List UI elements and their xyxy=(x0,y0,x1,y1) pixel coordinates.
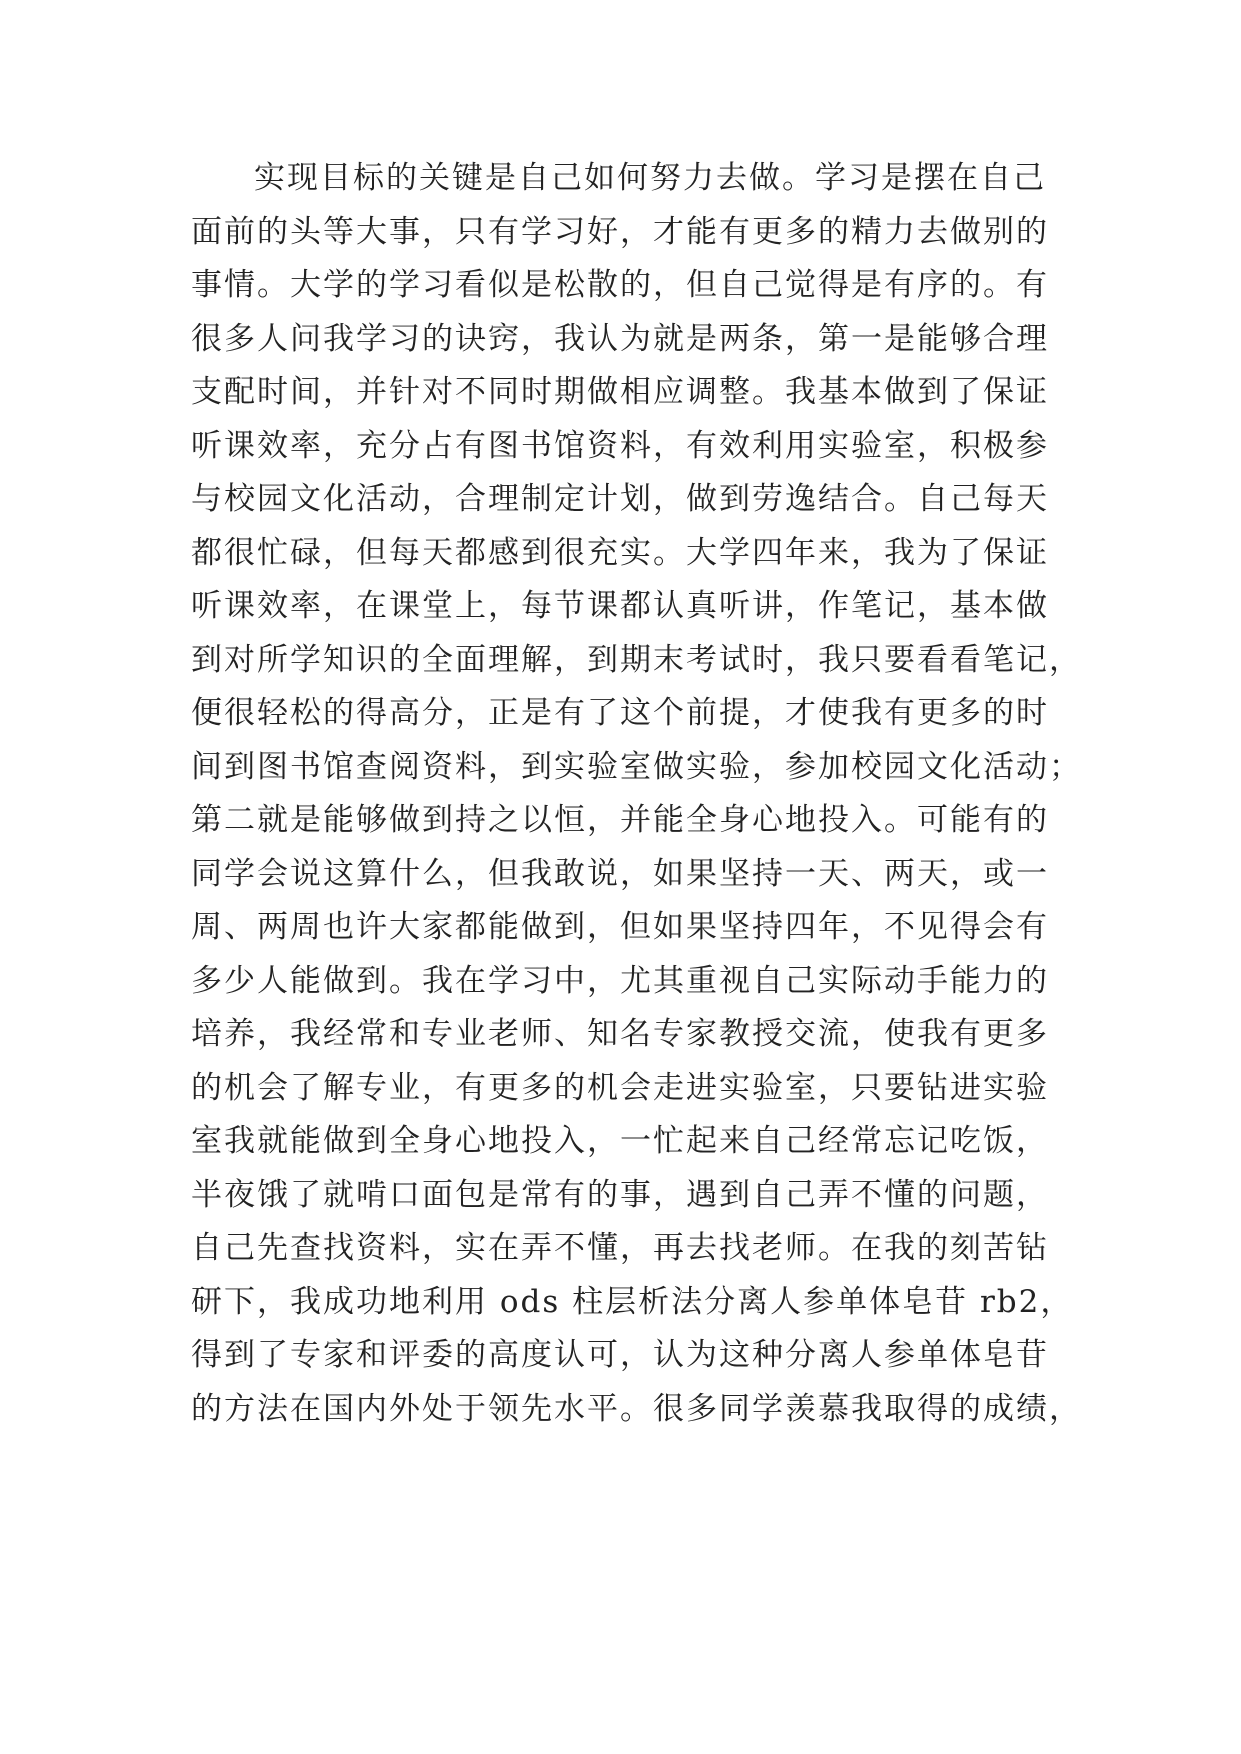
text-line: 室我就能做到全身心地投入，一忙起来自己经常忘记吃饭， xyxy=(191,1123,1049,1159)
text-line: 便很轻松的得高分，正是有了这个前提，才使我有更多的时 xyxy=(191,695,1049,731)
text-line: 培养，我经常和专业老师、知名专家教授交流，使我有更多 xyxy=(191,1016,1049,1052)
text-line: 听课效率，在课堂上，每节课都认真听讲，作笔记，基本做 xyxy=(191,588,1049,624)
text-line: 面前的头等大事，只有学习好，才能有更多的精力去做别的 xyxy=(191,213,1049,250)
body-paragraph xyxy=(191,158,1082,1442)
text-line: 支配时间，并针对不同时期做相应调整。我基本做到了保证 xyxy=(191,374,1049,410)
text-line: 听课效率，充分占有图书馆资料，有效利用实验室，积极参 xyxy=(191,427,1049,464)
text-line: 第二就是能够做到持之以恒，并能全身心地投入。可能有的 xyxy=(191,802,1049,838)
text-line: 同学会说这算什么，但我敢说，如果坚持一天、两天，或一 xyxy=(191,855,1049,892)
text-line: 的机会了解专业，有更多的机会走进实验室，只要钻进实验 xyxy=(191,1069,1049,1106)
text-line: 事情。大学的学习看似是松散的，但自己觉得是有序的。有 xyxy=(191,267,1049,303)
text-line: 的方法在国内外处于领先水平。很多同学羡慕我取得的成绩， xyxy=(191,1390,1082,1427)
text-line: 半夜饿了就啃口面包是常有的事，遇到自己弄不懂的问题， xyxy=(191,1176,1049,1213)
text-line: 实现目标的关键是自己如何努力去做。学习是摆在自己 xyxy=(254,160,1046,196)
text-line: 周、两周也许大家都能做到，但如果坚持四年，不见得会有 xyxy=(191,909,1049,945)
text-line: 间到图书馆查阅资料，到实验室做实验，参加校园文化活动； xyxy=(191,748,1082,785)
text-line: 很多人问我学习的诀窍，我认为就是两条，第一是能够合理 xyxy=(191,320,1049,357)
text-line: 与校园文化活动，合理制定计划，做到劳逸结合。自己每天 xyxy=(191,481,1049,517)
text-line: 多少人能做到。我在学习中，尤其重视自己实际动手能力的 xyxy=(191,962,1049,999)
text-line: 得到了专家和评委的高度认可，认为这种分离人参单体皂苷 xyxy=(191,1337,1049,1373)
text-line: 自己先查找资料，实在弄不懂，再去找老师。在我的刻苦钻 xyxy=(191,1230,1049,1266)
text-line: 到对所学知识的全面理解，到期末考试时，我只要看看笔记， xyxy=(191,641,1082,678)
text-line: 研下，我成功地利用 ods 柱层析法分离人参单体皂苷 rb2， xyxy=(191,1283,1074,1320)
text-line: 都很忙碌，但每天都感到很充实。大学四年来，我为了保证 xyxy=(191,534,1049,571)
